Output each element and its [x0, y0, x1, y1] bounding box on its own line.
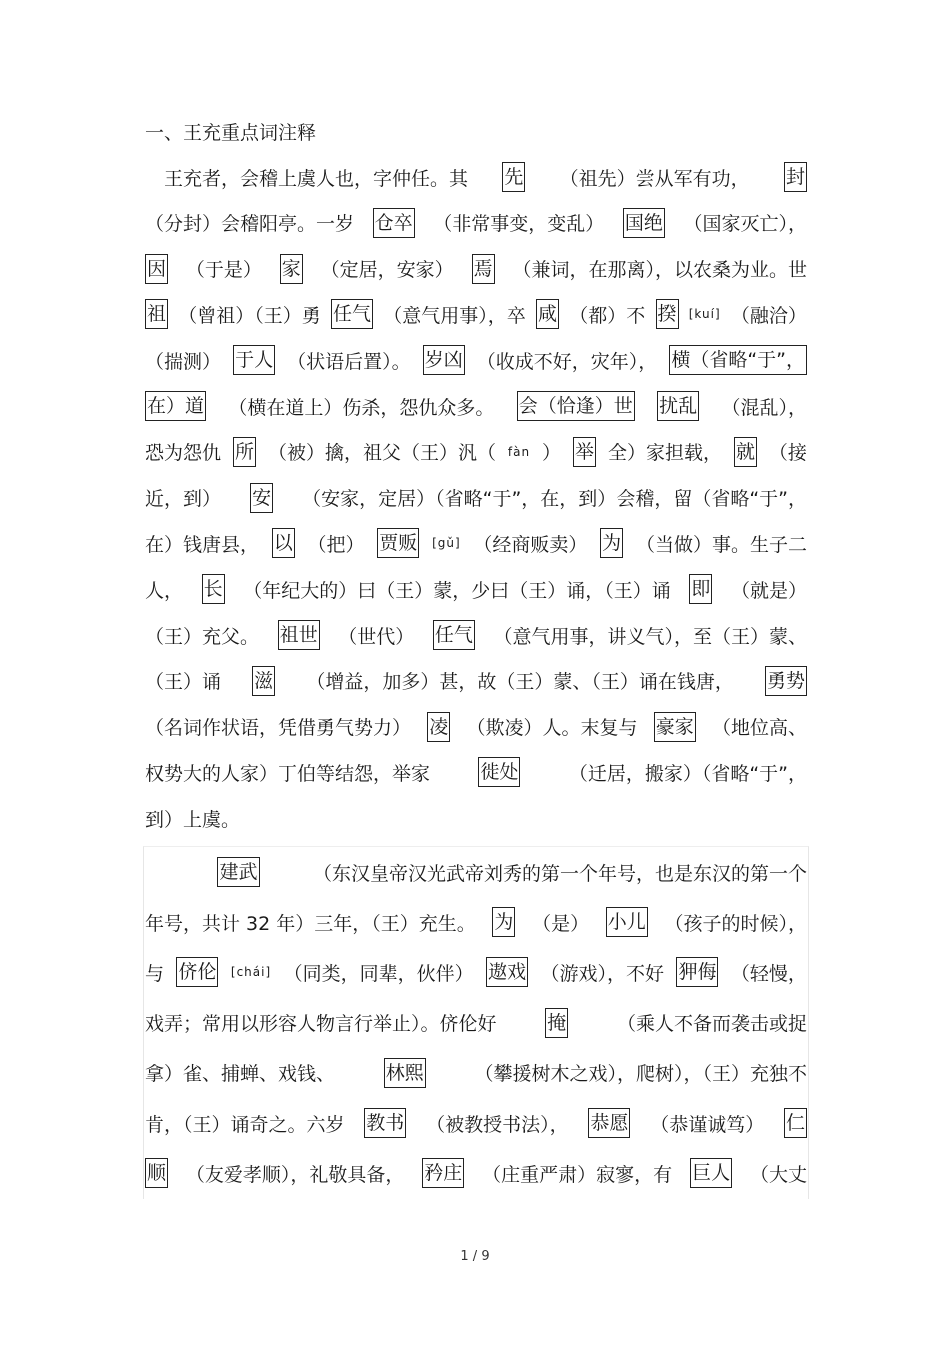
line-text: （国家灭亡），: [683, 213, 807, 236]
line-text: （大丈: [749, 1163, 807, 1186]
line-text: （增益，加多）甚，故（王）蒙、（王）诵在钱唐，: [306, 671, 734, 694]
line-text: 权势大的人家）丁伯等结怨，举家: [145, 762, 431, 785]
text-line: [145, 481, 807, 515]
keyword-box: 即: [689, 574, 712, 604]
text-line: [145, 389, 807, 423]
text-line: [145, 1056, 807, 1090]
keyword-box: 岁凶: [423, 345, 465, 375]
text-line: [145, 755, 807, 789]
line-text: 人，: [145, 579, 184, 602]
keyword-box: 为: [600, 528, 623, 558]
line-text: （融洽）: [730, 304, 807, 327]
keyword-box: 为: [492, 907, 515, 937]
line-text: （定居，安家）: [320, 259, 454, 282]
text-line: [145, 710, 807, 744]
keyword-box: 贾贩: [377, 528, 419, 558]
keyword-box: 祖世: [278, 620, 320, 650]
line-text: （都）不: [569, 304, 646, 327]
page-number: 1 / 9: [460, 1249, 490, 1264]
keyword-box: 所: [233, 437, 256, 467]
line-text: （名词作状语，凭借勇气势力）: [145, 717, 412, 740]
keyword-box: 侪伦: [176, 957, 218, 987]
keyword-box: 咸: [536, 299, 559, 329]
text-line: [145, 526, 807, 560]
line-text: （兼词，在那离），以农桑为业。世: [512, 259, 807, 282]
section-heading: 一、王充重点词注释: [145, 122, 317, 144]
text-line: [145, 1006, 807, 1040]
keyword-box: 遨戏: [486, 957, 528, 987]
line-text: 恐为怨仇: [145, 442, 222, 465]
line-text: （曾祖）（王）勇: [178, 304, 321, 327]
text-line: [145, 905, 807, 939]
text-line: [145, 343, 807, 377]
line-text: （接: [768, 442, 807, 465]
line-text: 肯，（王）诵奇之。六岁: [145, 1113, 345, 1136]
keyword-box: 祖: [145, 299, 168, 329]
text-line: [145, 1106, 807, 1140]
line-text: ）: [542, 442, 562, 465]
line-text: 近，到）: [145, 488, 222, 511]
keyword-box: 国绝: [623, 208, 665, 238]
line-text: 戏弄；常用以形容人物言行举止）。侪伦好: [145, 1013, 497, 1036]
text-line: [145, 855, 807, 889]
pinyin-note: fàn: [507, 444, 531, 459]
line-text: （年纪大的）曰（王）蒙，少曰（王）诵，（王）诵: [243, 579, 671, 602]
pinyin-note: [chái]: [230, 965, 272, 980]
line-text: 全）家担载，: [607, 442, 722, 465]
line-text: （友爱孝顺），礼敬具备，: [185, 1163, 405, 1186]
line-text: （经商贩卖）: [473, 533, 588, 556]
line-text: （地位高、: [711, 717, 807, 740]
line-text: [145, 859, 164, 886]
keyword-box: 安: [250, 483, 273, 513]
keyword-box: 举: [573, 437, 596, 467]
keyword-box: 扰乱: [657, 391, 699, 421]
text-line: [145, 955, 807, 989]
keyword-box: 就: [734, 437, 757, 467]
keyword-box: 恭愿: [588, 1108, 630, 1138]
text-line: [145, 435, 807, 469]
keyword-box: 焉: [472, 254, 495, 284]
keyword-box: 林熙: [384, 1058, 426, 1088]
text-line: [145, 160, 807, 194]
line-text: 王充者，会稽上虞人也，字仲任。其: [145, 167, 469, 190]
line-text: （意气用事），卒: [383, 304, 526, 327]
keyword-box: 狎侮: [676, 957, 718, 987]
line-text: （祖先）尝从军有功，: [559, 167, 750, 190]
keyword-box: 任气: [433, 620, 475, 650]
line-text: （东汉皇帝汉光武帝刘秀的第一个年号，也是东汉的第一个: [312, 862, 807, 885]
pinyin-note: [kuí]: [688, 307, 721, 322]
line-text: 拿）雀、捕蝉、戏钱、: [145, 1063, 336, 1086]
line-text: （被教授书法），: [426, 1113, 569, 1136]
keyword-box: 家: [280, 254, 303, 284]
line-text: 与: [145, 962, 165, 985]
line-text: （把）: [307, 533, 365, 556]
line-text: （庄重严肃）寂寥，有: [482, 1163, 673, 1186]
keyword-box: 徙处: [478, 757, 520, 787]
text-line: [145, 618, 807, 652]
keyword-box: 于人: [233, 345, 275, 375]
keyword-box: 长: [202, 574, 225, 604]
line-text: （恭谨诚笃）: [650, 1113, 765, 1136]
text-line: [145, 1156, 807, 1190]
keyword-box: 仁: [784, 1108, 807, 1138]
keyword-box: 会（恰逢）世: [517, 391, 635, 421]
keyword-box: 仓卒: [373, 208, 415, 238]
line-text: （迁居，搬家）（省略“于”，: [568, 762, 807, 785]
line-text: （轻慢，: [730, 962, 807, 985]
keyword-box: 滋: [252, 666, 275, 696]
line-text: （混乱），: [721, 396, 807, 419]
line-text: （欺凌）人。末复与: [466, 717, 638, 740]
keyword-box: 顺: [145, 1158, 168, 1188]
line-text: 在）钱唐县，: [145, 533, 260, 556]
keyword-box: 先: [502, 162, 525, 192]
keyword-box: 以: [272, 528, 295, 558]
text-line: [145, 801, 807, 835]
line-text: 到）上虞。: [145, 808, 241, 831]
keyword-box: 任气: [331, 299, 373, 329]
line-text: 年号，共计 32 年）三年，（王）充生。: [145, 912, 476, 935]
keyword-box: 勇势: [765, 666, 807, 696]
line-text: （游戏），不好: [540, 962, 665, 985]
keyword-box: 教书: [364, 1108, 406, 1138]
line-text: （攀援树木之戏），爬树），（王）充独不: [474, 1063, 807, 1086]
line-text: （安家，定居）（省略“于”，在，到）会稽，留（省略“于”，: [302, 488, 807, 511]
keyword-box: 建武: [217, 857, 259, 887]
line-text: （乘人不备而袭击或捉: [616, 1013, 807, 1036]
line-text: （孩子的时候），: [664, 912, 807, 935]
text-line: [145, 297, 807, 331]
line-text: （状语后置）。: [287, 350, 411, 373]
line-text: （王）诵: [145, 671, 222, 694]
keyword-box: 豪家: [654, 712, 696, 742]
keyword-box: 封: [784, 162, 807, 192]
line-text: （于是）: [185, 259, 262, 282]
line-text: （收成不好，灾年），: [476, 350, 658, 373]
keyword-box: 凌: [427, 712, 450, 742]
line-text: （就是）: [730, 579, 807, 602]
keyword-box: 揆: [656, 299, 679, 329]
text-line: [145, 664, 807, 698]
line-text: （当做）事。生子二: [635, 533, 807, 556]
keyword-box: 掩: [545, 1008, 568, 1038]
pinyin-note: [gǔ]: [432, 536, 461, 551]
line-text: （是）: [532, 912, 590, 935]
line-text: （分封）会稽阳亭。一岁: [145, 213, 355, 236]
line-text: （被）擒，祖父（王）汎（: [267, 442, 496, 465]
text-line: [145, 206, 807, 240]
line-text: （同类，同辈，伙伴）: [283, 962, 474, 985]
line-text: （揣测）: [145, 350, 222, 373]
line-text: （横在道上）伤杀，怨仇众多。: [228, 396, 495, 419]
text-line: [145, 252, 807, 286]
keyword-box: 矜庄: [422, 1158, 464, 1188]
keyword-box: 横（省略“于”，: [669, 345, 807, 375]
keyword-box: 小儿: [606, 907, 648, 937]
line-text: （意气用事，讲义气），至（王）蒙、: [493, 625, 807, 648]
keyword-box: 巨人: [690, 1158, 732, 1188]
keyword-box: 因: [145, 254, 168, 284]
keyword-box: 在）道: [145, 391, 206, 421]
line-text: （非常事变，变乱）: [433, 213, 605, 236]
line-text: （王）充父。: [145, 625, 260, 648]
line-text: （世代）: [338, 625, 415, 648]
text-line: [145, 572, 807, 606]
